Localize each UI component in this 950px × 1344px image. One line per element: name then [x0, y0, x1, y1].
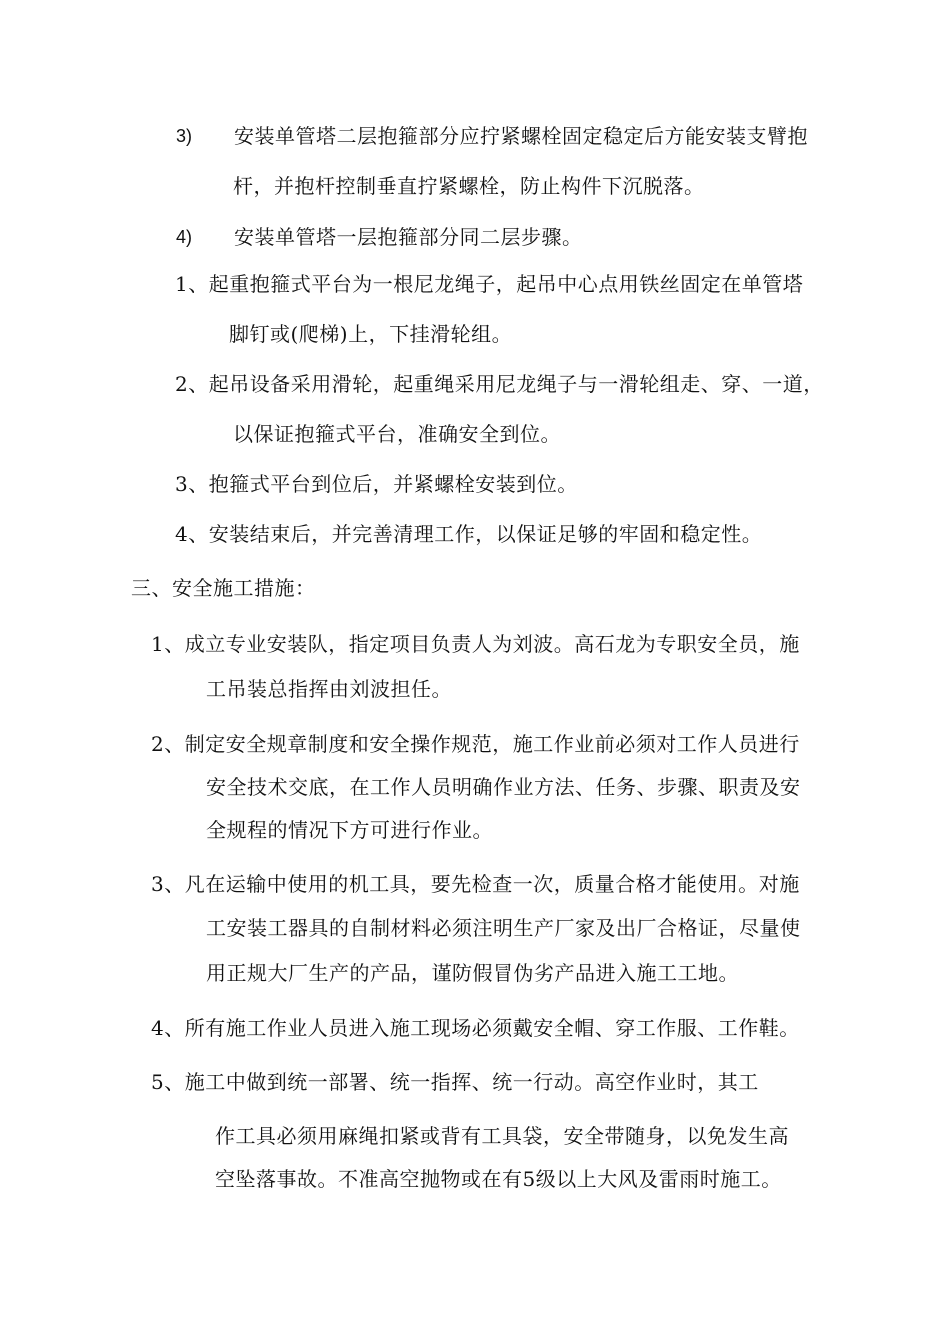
step-text-line: 杆，并抱杆控制垂直拧紧螺栓，防止构件下沉脱落。 — [233, 174, 705, 198]
safety-item-line: 用正规大厂生产的产品，谨防假冒伪劣产品进入施工工地。 — [206, 961, 739, 985]
safety-item-line: 全规程的情况下方可进行作业。 — [206, 818, 493, 842]
platform-step-line: 2、起吊设备采用滑轮，起重绳采用尼龙绳子与一滑轮组走、穿、一道， — [175, 372, 824, 396]
safety-item-line: 工安装工器具的自制材料必须注明生产厂家及出厂合格证，尽量使 — [206, 916, 801, 940]
platform-step-line: 脚钉或(爬梯)上，下挂滑轮组。 — [229, 322, 513, 346]
safety-item-line: 4、所有施工作业人员进入施工现场必须戴安全帽、穿工作服、工作鞋。 — [151, 1016, 800, 1040]
platform-step-line: 4、安装结束后，并完善清理工作，以保证足够的牢固和稳定性。 — [175, 522, 763, 546]
step-text-line: 安装单管塔二层抱箍部分应拧紧螺栓固定稳定后方能安装支臂抱 — [234, 124, 808, 148]
step-number: 3) — [176, 126, 193, 146]
section-heading: 三、安全施工措施： — [131, 576, 316, 600]
safety-item-line: 空坠落事故。不准高空抛物或在有5级以上大风及雷雨时施工。 — [215, 1167, 782, 1191]
platform-step-line: 以保证抱箍式平台，准确安全到位。 — [233, 422, 561, 446]
platform-step-line: 1、起重抱箍式平台为一根尼龙绳子，起吊中心点用铁丝固定在单管塔 — [175, 272, 804, 296]
safety-item-line: 工吊装总指挥由刘波担任。 — [206, 677, 452, 701]
step-number: 4) — [176, 227, 193, 247]
safety-item-line: 作工具必须用麻绳扣紧或背有工具袋，安全带随身，以免发生高 — [215, 1124, 789, 1148]
safety-item-line: 1、成立专业安装队，指定项目负责人为刘波。高石龙为专职安全员，施 — [151, 632, 800, 656]
safety-item-line: 3、凡在运输中使用的机工具，要先检查一次，质量合格才能使用。对施 — [151, 872, 800, 896]
step-text-line: 安装单管塔一层抱箍部分同二层步骤。 — [234, 225, 583, 249]
safety-item-line: 5、施工中做到统一部署、统一指挥、统一行动。高空作业时，其工 — [151, 1070, 759, 1094]
safety-item-line: 2、制定安全规章制度和安全操作规范，施工作业前必须对工作人员进行 — [151, 732, 800, 756]
safety-item-line: 安全技术交底，在工作人员明确作业方法、任务、步骤、职责及安 — [206, 775, 801, 799]
platform-step-line: 3、抱箍式平台到位后，并紧螺栓安装到位。 — [175, 472, 578, 496]
